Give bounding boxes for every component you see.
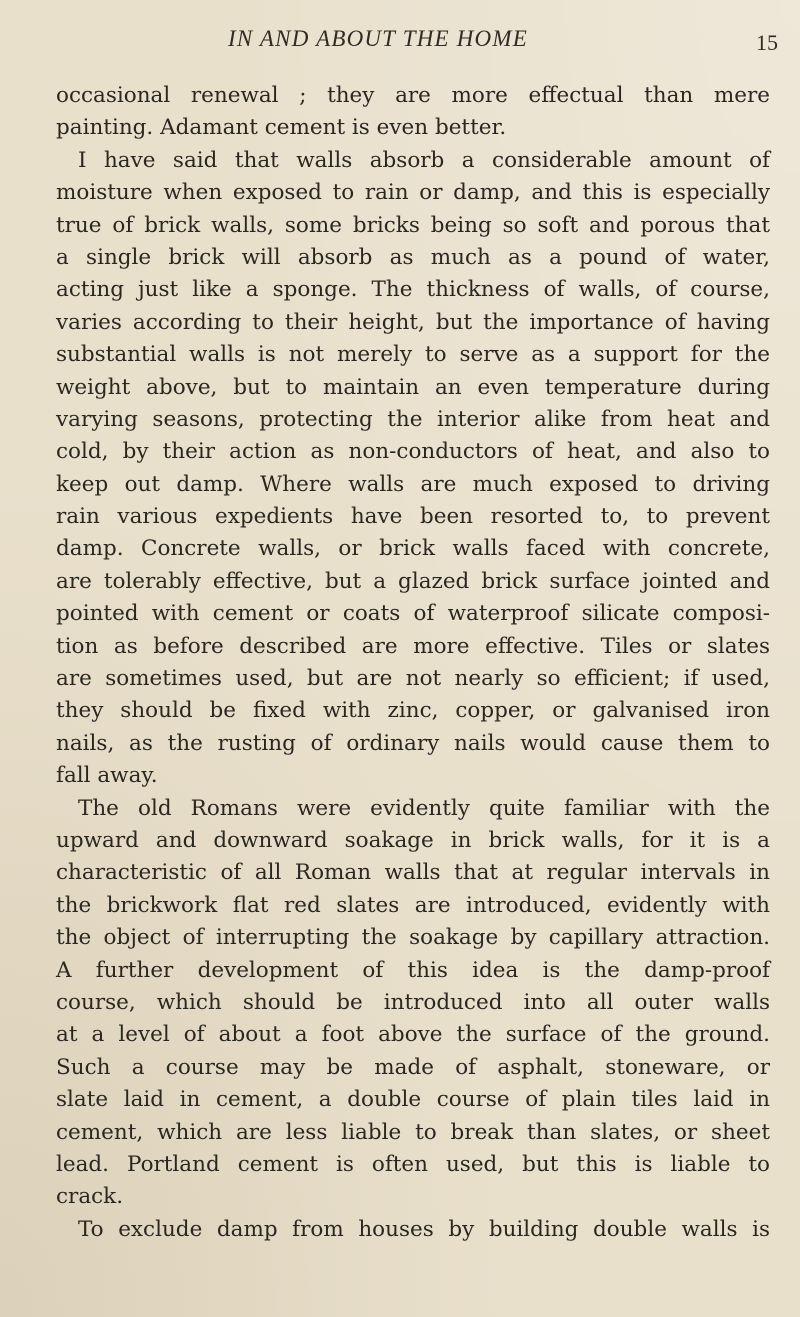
text-line: occasional renewal ; they are more effectual than mere bbox=[56, 83, 770, 108]
text-line: characteristic of all Roman walls that at regular intervals in bbox=[56, 860, 770, 886]
text-line: weight above, but to maintain an even temperature during bbox=[56, 374, 770, 400]
text-line: varies according to their height, but the importance of having bbox=[56, 309, 770, 335]
text-line: painting. Adamant cement is even better. bbox=[56, 115, 507, 141]
text-line: nails, as the rusting of ordinary nails would cause them to bbox=[56, 730, 770, 756]
text-line: tion as before described are more effective. Tiles or slates bbox=[56, 633, 770, 659]
text-line: substantial walls is not merely to serve as a support for the bbox=[56, 342, 770, 368]
text-line: Such a course may be made of asphalt, stoneware, or bbox=[56, 1054, 770, 1080]
text-line: lead. Portland cement is often used, but this is liable to bbox=[56, 1151, 770, 1177]
page-number: 15 bbox=[756, 30, 778, 55]
text-line: crack. bbox=[56, 1184, 124, 1210]
text-line: slate laid in cement, a double course of plain tiles laid in bbox=[56, 1087, 770, 1113]
running-head bbox=[0, 26, 800, 56]
text-line: cement, which are less liable to break than slates, or sheet bbox=[56, 1119, 770, 1145]
text-line: cold, by their action as non-conductors of heat, and also to bbox=[56, 439, 770, 465]
text-line: To exclude damp from houses by building double walls is bbox=[78, 1216, 770, 1242]
text-line: true of brick walls, some bricks being so soft and porous that bbox=[56, 212, 770, 238]
text-line: at a level of about a foot above the surface of the ground. bbox=[56, 1022, 770, 1048]
text-line: they should be fixed with zinc, copper, or galvanised iron bbox=[56, 698, 770, 724]
text-line: keep out damp. Where walls are much exposed to driving bbox=[56, 471, 770, 497]
text-line: acting just like a sponge. The thickness of walls, of course, bbox=[56, 277, 770, 303]
text-line: upward and downward soakage in brick walls, for it is a bbox=[56, 827, 770, 853]
text-line: the object of interrupting the soakage by capillary attraction. bbox=[56, 925, 770, 951]
text-line: rain various expedients have been resorted to, to prevent bbox=[56, 504, 770, 530]
text-line: The old Romans were evidently quite familiar with the bbox=[78, 795, 770, 821]
text-line: are sometimes used, but are not nearly so efficient; if used, bbox=[56, 666, 770, 692]
text-line: varying seasons, protecting the interior alike from heat and bbox=[56, 406, 770, 432]
text-line: fall away. bbox=[56, 763, 158, 789]
text-line: damp. Concrete walls, or brick walls faced with concrete, bbox=[56, 536, 770, 562]
text-line: pointed with cement or coats of waterproof silicate composi- bbox=[56, 601, 770, 627]
text-line: moisture when exposed to rain or damp, and this is especially bbox=[56, 180, 770, 206]
body-text bbox=[56, 80, 770, 1246]
text-line: a single brick will absorb as much as a pound of water, bbox=[56, 244, 770, 270]
text-line: A further development of this idea is the damp-proof bbox=[56, 957, 770, 983]
text-line: the brickwork flat red slates are introduced, evidently with bbox=[56, 892, 770, 918]
running-title: IN AND ABOUT THE HOME bbox=[228, 26, 528, 51]
text-line: I have said that walls absorb a considerable amount of bbox=[78, 147, 770, 173]
text-line: are tolerably effective, but a glazed brick surface jointed and bbox=[56, 568, 770, 594]
text-line: course, which should be introduced into all outer walls bbox=[56, 989, 770, 1015]
